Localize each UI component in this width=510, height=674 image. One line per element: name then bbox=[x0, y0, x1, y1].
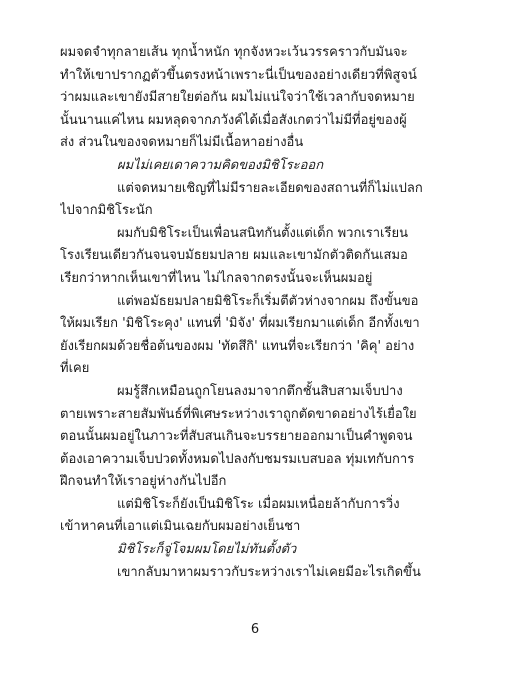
text-line: แต่มิชิโระก็ยังเป็นมิชิโระ เมื่อผมเหนื่อยล้ากับการวิ่ง bbox=[117, 496, 400, 512]
page-number: 6 bbox=[250, 622, 260, 637]
text-line: ทำให้เขาปรากฏตัวขึ้นตรงหน้าเพราะนี่เป็นของอย่างเดียวที่พิสูจน์ bbox=[60, 67, 417, 83]
text-line: นั้นนานแค่ไหน ผมหลุดจากภวังค์ได้เมื่อสังเกตว่าไม่มีที่อยู่ของผู้ bbox=[60, 112, 407, 128]
text-line: แต่จดหมายเชิญที่ไม่มีรายละเอียดของสถานที่ก็ไม่แปลก bbox=[117, 180, 423, 196]
text-line: โรงเรียนเดียวกันจนจบมัธยมปลาย ผมและเขามักตัวติดกันเสมอ bbox=[60, 248, 408, 264]
document-body bbox=[60, 42, 470, 584]
text-line: ว่าผมและเขายังมีสายใยต่อกัน ผมไม่แน่ใจว่าใช้เวลากับจดหมาย bbox=[60, 90, 415, 106]
text-line: ส่ง ส่วนในของจดหมายก็ไม่มีเนื้อหาอย่างอื่น bbox=[60, 135, 304, 151]
text-line: ให้ผมเรียก 'มิชิโระคุง' แทนที่ 'มิจัง' ที่ผมเรียกมาแต่เด็ก อีกทั้งเขา bbox=[60, 316, 420, 332]
text-line: ตายเพราะสายสัมพันธ์ที่พิเศษระหว่างเราถูกตัดขาดอย่างไร้เยื่อใย bbox=[60, 406, 417, 422]
text-line: ตอนนั้นผมอยู่ในภาวะที่สับสนเกินจะบรรยายออกมาเป็นคำพูดจน bbox=[60, 429, 413, 445]
text-line: มิชิโระก็จู่โจมผมโดยไม่ทันตั้งตัว bbox=[117, 542, 297, 558]
text-line: เรียกว่าหากเห็นเขาที่ไหน ไม่ไกลจากตรงนั้นจะเห็นผมอยู่ bbox=[60, 270, 373, 286]
text-line: แต่พอมัธยมปลายมิชิโระก็เริ่มตีตัวห่างจากผม ถึงขั้นขอ bbox=[117, 293, 419, 309]
text-line: ผมไม่เคยเดาความคิดของมิชิโระออก bbox=[117, 157, 324, 173]
text-line: เขากลับมาหาผมราวกับระหว่างเราไม่เคยมีอะไรเกิดขึ้น bbox=[117, 564, 421, 580]
text-line: เข้าหาคนที่เอาแต่เมินเฉยกับผมอย่างเย็นชา bbox=[60, 519, 301, 535]
text-line: ผมกับมิชิโระเป็นเพื่อนสนิทกันตั้งแต่เด็ก พวกเราเรียน bbox=[117, 225, 408, 241]
text-line: ผมรู้สึกเหมือนถูกโยนลงมาจากตึกชั้นสิบสามเจ็บปาง bbox=[117, 383, 403, 399]
text-line: ฝึกจนทำให้เราอยู่ห่างกันไปอีก bbox=[60, 474, 227, 490]
text-line: ไปจากมิชิโระนัก bbox=[60, 203, 153, 219]
text-line: ต้องเอาความเจ็บปวดทั้งหมดไปลงกับชมรมเบสบอล ทุ่มเทกับการ bbox=[60, 451, 415, 467]
text-line: ยังเรียกผมด้วยชื่อต้นของผม 'ทัตสึกิ' แทนที่จะเรียกว่า 'คิคุ' อย่าง bbox=[60, 338, 415, 354]
text-line: ที่เคย bbox=[60, 361, 90, 377]
text-line: ผมจดจำทุกลายเส้น ทุกน้ำหนัก ทุกจังหวะเว้นวรรคราวกับมันจะ bbox=[60, 45, 408, 60]
